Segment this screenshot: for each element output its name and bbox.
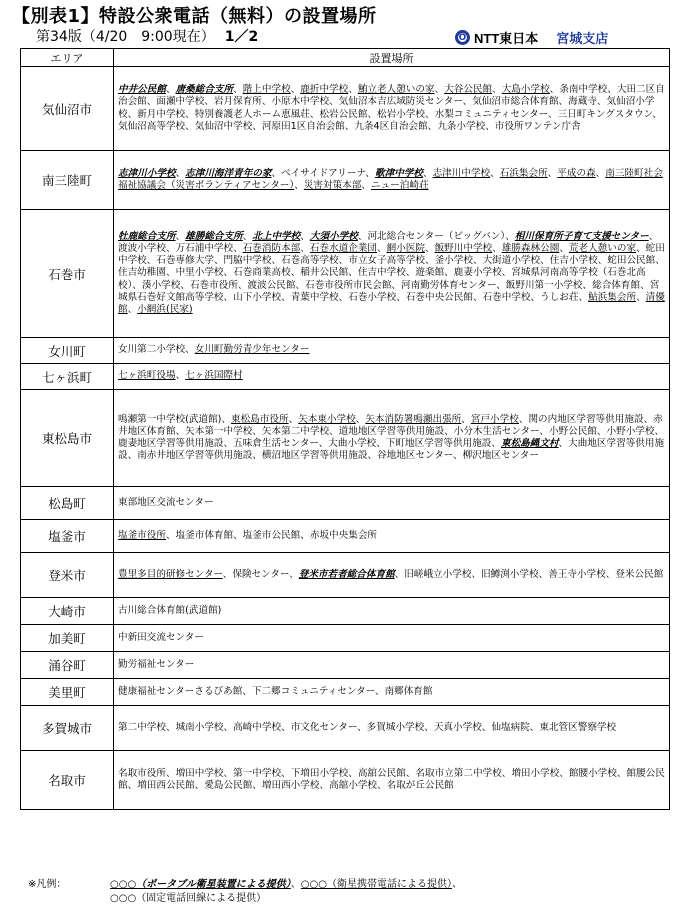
company-name: NTT東日本 xyxy=(474,31,539,46)
place-item: 相川保育所子育て支援センター xyxy=(514,230,649,242)
place-item: 石巻中央公民館 xyxy=(405,291,473,303)
place-item: 小分木生活センター xyxy=(453,425,540,437)
place-item: 女川第二小学校 xyxy=(118,344,186,356)
legend-label: ※凡例： xyxy=(28,879,67,890)
place-item: 石巻中学校 xyxy=(482,291,531,303)
place-item: ニュー泊崎荘 xyxy=(370,180,429,191)
place-column-header: 設置場所 xyxy=(114,49,670,67)
places-cell: 七ヶ浜町役場、七ヶ浜国際村 xyxy=(114,364,670,390)
place-item: 大街道小学校 xyxy=(482,255,541,267)
table-row xyxy=(21,553,670,598)
place-item: 館腰公民館 xyxy=(118,767,665,791)
place-item: 高舘小学校 xyxy=(329,780,378,791)
place-item: 石巻市役所 xyxy=(189,279,238,291)
place-item: 特別養護老人ホーム恵風荘 xyxy=(194,108,310,120)
table-row xyxy=(21,598,670,625)
place-item: 河北総合センター（ビッグバン） xyxy=(367,230,506,242)
place-item: 矢本東小学校 xyxy=(298,413,356,425)
place-item: 石巻小学校 xyxy=(348,291,397,303)
place-item: 南郷体育館 xyxy=(384,685,433,697)
place-item: 鮪立老人憩いの家 xyxy=(357,84,435,96)
places-cell: 名取市役所、増田中学校、第一中学校、下増田小学校、高舘公民館、名取市立第二中学校、増田小学校、館腰小学校、館腰公民館、増田西公民館、愛島公民館、増田西小学校、高舘小学校、名取が丘公民館 xyxy=(114,751,670,810)
branch-name: 宮城支店 xyxy=(556,32,609,47)
place-item: 中新田交流センター xyxy=(118,631,204,643)
legend xyxy=(28,878,462,906)
place-item: 名取市立第二中学校 xyxy=(415,767,502,779)
place-item: 天真小学校 xyxy=(433,721,482,733)
place-item: 高崎中学校 xyxy=(233,721,282,733)
place-item: 矢本第二中学校 xyxy=(261,425,330,437)
place-item: 総合体育館 xyxy=(592,279,641,291)
place-item: 大須小学校 xyxy=(309,230,358,242)
place-item: 七ヶ浜国際村 xyxy=(185,370,243,382)
place-item: 水梨コミュニティセンター xyxy=(434,108,548,120)
place-item: 鹿妻地区学習等供用施設 xyxy=(118,438,224,449)
place-item: 矢本消防署鳴瀬出張所 xyxy=(365,413,462,425)
places-cell: 鳴瀬第一中学校(武道館)、東松島市役所、矢本東小学校、矢本消防署鳴瀬出張所、宮戸小学校、関の内地区学習等供用施設、赤井地区体育館、矢本第一中学校、矢本第二中学校、道地地区学習等供用施設、小分木生活センター、小野公民館、小野小学校、鹿妻地区学習等供用施設、五味倉生活センター、大曲小学校、下町地区学習等供用施設、東松島縄文村、大曲地区学習等供用施設、南赤井地区学習等供用施設、横沼地区学習等供用施設、谷地地区センター、柳沢地区センター xyxy=(114,390,670,487)
places-cell xyxy=(114,625,670,652)
table-row xyxy=(21,520,670,553)
place-item: 塩釜市役所 xyxy=(118,529,166,541)
area-cell: 美里町 xyxy=(21,679,114,706)
place-item: 鮎浜集会所 xyxy=(588,291,637,303)
place-item: 階上中学校 xyxy=(242,84,291,96)
place-item: 遊楽館 xyxy=(415,267,445,279)
place-item: 唐桑総合支所 xyxy=(175,84,234,96)
place-item: 下増田小学校 xyxy=(290,767,349,779)
place-item: 七ヶ浜町役場 xyxy=(118,370,176,382)
legend-fixed: ○○○（固定電話回線による提供） xyxy=(110,893,267,904)
area-column-header: エリア xyxy=(21,49,114,67)
place-item: うしお荘 xyxy=(540,291,579,303)
place-item: 東松島市役所 xyxy=(231,413,289,425)
place-item: 市役所ワンテン庁舎 xyxy=(494,120,581,132)
places-cell: 塩釜市役所、塩釜市体育館、塩釜市公民館、赤坂中央集会所 xyxy=(114,520,670,553)
place-item: 歌津中学校 xyxy=(375,167,423,179)
place-item: 気仙沼中学校 xyxy=(194,120,253,132)
place-item: 増田中学校 xyxy=(175,767,224,779)
place-item: 鹿折中学校 xyxy=(300,84,349,96)
place-item: 宮戸小学校 xyxy=(470,413,519,425)
place-item: 河原田1区自治会館 xyxy=(261,120,345,132)
installation-table xyxy=(20,48,670,810)
place-item: 関の内地区学習等供用施設 xyxy=(528,413,644,425)
place-item: 赤井地区体育館 xyxy=(118,413,663,437)
places-cell: 志津川小学校、志津川海洋青年の家、ベイサイドアリーナ、歌津中学校、志津川中学校、石浜集会所、平成の森、南三陸町社会福祉協議会（災害ボランティアセンター）、災害対策本部、ニュー泊崎荘 xyxy=(114,151,670,210)
edition-info xyxy=(36,26,258,46)
place-item: 平成の森 xyxy=(557,167,596,179)
table-row xyxy=(21,364,670,390)
place-item: 気仙沼本吉広域防災センター xyxy=(338,96,463,108)
place-item: 豊里多目的研修センター xyxy=(118,568,223,580)
place-item: 面瀬中学校 xyxy=(156,96,205,108)
place-item: 石巻専修大学 xyxy=(156,255,214,267)
place-item: 清優館 xyxy=(118,291,665,315)
place-item: 釜小学校 xyxy=(434,255,473,267)
place-item: 多賀城小学校 xyxy=(366,721,425,733)
place-item: 志津川小学校 xyxy=(118,167,176,179)
place-item: 小野公民館 xyxy=(548,425,597,437)
table-row xyxy=(21,151,670,210)
place-item: 飯野川中学校 xyxy=(434,242,493,254)
place-item: 北上中学校 xyxy=(252,230,301,242)
place-item: 岩月保育所 xyxy=(213,96,262,108)
place-item: 小網浜(民家) xyxy=(137,304,193,315)
place-item: 門脇中学校 xyxy=(223,255,272,267)
place-item: 雄勝森林公園 xyxy=(501,242,560,254)
place-item: 稲井公民館 xyxy=(300,267,349,279)
place-item: 増田小学校 xyxy=(511,767,560,779)
places-cell: 健康福祉センターさるびあ館、下二郷コミュニティセンター、南郷体育館 xyxy=(114,679,670,706)
area-cell: 女川町 xyxy=(21,338,114,364)
legend-line-2 xyxy=(28,892,462,906)
place-item: 蛇田中学校 xyxy=(118,242,665,267)
place-item: 石巻消防本部 xyxy=(242,242,301,254)
place-item: 飯野川第一小学校 xyxy=(505,279,583,291)
places-cell: 女川第二小学校、女川町勤労青少年センター xyxy=(114,338,670,364)
place-item: 大曲地区学習等供用施設 xyxy=(118,438,665,462)
place-item: 第二中学校 xyxy=(118,721,166,733)
area-cell: 名取市 xyxy=(21,751,114,810)
table-row xyxy=(21,67,670,151)
place-item: 気仙沼市総合体育館 xyxy=(472,96,559,108)
area-cell: 松島町 xyxy=(21,487,114,520)
place-item: 大谷公民館 xyxy=(444,84,493,96)
places-cell xyxy=(114,652,670,679)
place-item: 下二郷コミュニティセンター xyxy=(251,685,375,697)
place-item: 東部地区交流センター xyxy=(118,496,214,508)
place-item: 山下小学校 xyxy=(233,291,282,303)
place-item: 牡鹿総合支所 xyxy=(118,230,176,242)
place-item: 河南勤労体育センター xyxy=(401,279,497,291)
place-item: 第一中学校 xyxy=(233,767,282,779)
legend-mobile: ○○○（衛星携帯電話による提供） xyxy=(300,879,452,890)
edition-date: 第34版（4/20 9:00現在） xyxy=(36,29,215,45)
legend-line-1: ※凡例： ○○○（ポータブル衛星装置による提供）、○○○（衛星携帯電話による提供）、 xyxy=(28,879,462,890)
place-item: 条南中学校 xyxy=(559,84,608,96)
place-item: 住吉小学校 xyxy=(549,255,598,267)
area-cell: 気仙沼市 xyxy=(21,67,114,151)
table-row xyxy=(21,652,670,679)
place-item: 石巻高等学校 xyxy=(281,255,339,267)
area-cell: 加美町 xyxy=(21,625,114,652)
place-item: 九条4区自治会館 xyxy=(354,120,428,132)
place-item: 青葉中学校 xyxy=(290,291,339,303)
place-item: 増田西公民館 xyxy=(137,780,195,791)
place-item: 横沼地区学習等供用施設 xyxy=(261,450,368,462)
place-item: 蛇田公民館 xyxy=(607,255,656,267)
place-item: 五味倉生活センター xyxy=(233,438,319,449)
area-cell: 大崎市 xyxy=(21,598,114,625)
place-item: 網小医院 xyxy=(386,242,425,254)
place-item: 塩釜市公民館 xyxy=(242,529,301,541)
place-item: 宮城県河南高等学校（石巻北高校） xyxy=(118,267,646,291)
table-row xyxy=(21,625,670,652)
table-row xyxy=(21,487,670,520)
place-item: 志津川海洋青年の家 xyxy=(185,167,272,179)
area-cell: 涌谷町 xyxy=(21,652,114,679)
area-cell: 七ヶ浜町 xyxy=(21,364,114,390)
area-cell: 石巻市 xyxy=(21,210,114,338)
place-item: 九条小学校 xyxy=(437,120,486,132)
place-item: 小野小学校 xyxy=(606,425,655,437)
page-title: 【別表1】特設公衆電話（無料）の設置場所 xyxy=(12,6,377,27)
place-item: 宮城県石巻好文館高等学校 xyxy=(118,279,660,303)
place-item: 谷地地区センター xyxy=(377,450,454,462)
place-item: 住吉幼稚園 xyxy=(118,267,166,279)
place-item: 東松島縄文村 xyxy=(500,438,559,449)
place-item: 中里小学校 xyxy=(175,267,224,279)
place-item: 高舘公民館 xyxy=(357,767,406,779)
place-item: 新月中学校 xyxy=(137,108,186,120)
area-cell: 登米市 xyxy=(21,553,114,598)
place-item: 名取が丘公民館 xyxy=(386,780,454,791)
place-item: 登米公民館 xyxy=(615,568,664,580)
places-cell xyxy=(114,598,670,625)
place-item: 鳴瀬第一中学校(武道館) xyxy=(118,413,222,425)
place-item: 市文化センター xyxy=(290,721,358,733)
place-item: 石巻商業高校 xyxy=(233,267,291,279)
place-item: 保険センター xyxy=(232,568,290,580)
place-item: 女川町勤労青少年センター xyxy=(194,344,310,356)
place-item: 下町地区学習等供用施設 xyxy=(385,438,492,449)
table-body xyxy=(21,67,670,810)
place-item: 荒老人憩いの家 xyxy=(568,242,637,254)
place-item: 南赤井地区学習等供用施設 xyxy=(137,450,253,462)
place-item: 古川総合体育館(武道館) xyxy=(118,604,222,616)
table-row xyxy=(21,338,670,364)
place-item: 万石浦中学校 xyxy=(175,242,234,254)
place-item: 勤労福祉センター xyxy=(118,658,195,670)
places-cell: 中井公民館、唐桑総合支所、階上中学校、鹿折中学校、鮪立老人憩いの家、大谷公民館、大島小学校、条南中学校、大田二区自治会館、面瀬中学校、岩月保育所、小原木中学校、気仙沼本吉広域防災センター、気仙沼市総合体育館、海蔵寺、気仙沼小学校、新月中学校、特別養護老人ホーム恵風荘、松岩公民館、松岩小学校、水梨コミュニティセンター、三日町キングスタウン、気仙沼高等学校、気仙沼中学校、河原田1区自治会館、九条4区自治会館、九条小学校、市役所ワンテン庁舎 xyxy=(114,67,670,151)
place-item: 志津川中学校 xyxy=(432,167,491,179)
place-item: 石巻市役所市民会館 xyxy=(305,279,392,291)
place-item: 増田西小学校 xyxy=(261,780,320,791)
place-item: 松岩小学校 xyxy=(377,108,425,120)
place-item: 東北管区警察学校 xyxy=(539,721,617,733)
place-item: 南三陸町社会福祉協議会（災害ボランティアセンター） xyxy=(118,167,663,191)
place-item: 雄勝総合支所 xyxy=(185,230,243,242)
place-item: 城南小学校 xyxy=(175,721,224,733)
place-item: 気仙沼小学校 xyxy=(118,96,655,120)
places-cell xyxy=(114,487,670,520)
place-item: 三日町キングスタウン xyxy=(557,108,653,120)
place-item: 旧鱒渕小学校 xyxy=(481,568,539,580)
place-item: 松岩公民館 xyxy=(319,108,368,120)
place-item: 市立女子高等学校 xyxy=(348,255,425,267)
table-row xyxy=(21,390,670,487)
table-row xyxy=(21,706,670,751)
area-cell: 南三陸町 xyxy=(21,151,114,210)
place-item: 柳沢地区センター xyxy=(462,450,539,462)
area-cell: 多賀城市 xyxy=(21,706,114,751)
table-row xyxy=(21,210,670,338)
place-item: 石浜集会所 xyxy=(499,167,548,179)
place-item: 石巻水道企業団 xyxy=(309,242,378,254)
place-item: ベイサイドアリーナ xyxy=(281,167,366,179)
area-cell: 東松島市 xyxy=(21,390,114,487)
area-cell: 塩釜市 xyxy=(21,520,114,553)
table-row xyxy=(21,679,670,706)
place-item: 名取市役所 xyxy=(118,767,166,779)
place-item: 海蔵寺 xyxy=(568,96,597,108)
place-item: 鹿妻小学校 xyxy=(453,267,502,279)
place-item: 大田二区自治会館 xyxy=(118,84,665,108)
place-item: 小原木中学校 xyxy=(271,96,330,108)
place-item: 愛島公民館 xyxy=(204,780,253,791)
table-header-row xyxy=(21,49,670,67)
place-item: 大島小学校 xyxy=(501,84,550,96)
place-item: 塩釜市体育館 xyxy=(175,529,234,541)
place-item: 旧嵯峨立小学校 xyxy=(404,568,472,580)
legend-satellite: ○○○（ポータブル衛星装置による提供） xyxy=(110,879,291,890)
place-item: 災害対策本部 xyxy=(303,180,362,191)
place-item: 登米市若者総合体育館 xyxy=(298,568,395,580)
ntt-logo-icon: O xyxy=(455,30,470,45)
ntt-logo xyxy=(455,28,608,47)
place-item: 渡波小学校 xyxy=(118,242,166,254)
place-item: 道地地区学習等供用施設 xyxy=(338,425,445,437)
place-item: 湊小学校 xyxy=(141,279,181,291)
place-item: 健康福祉センターさるびあ館 xyxy=(118,685,243,697)
place-item: 仙塩病院 xyxy=(491,721,530,733)
place-item: 大曲小学校 xyxy=(328,438,377,449)
places-cell: 第二中学校、城南小学校、高崎中学校、市文化センター、多賀城小学校、天真小学校、仙塩病院、東北管区警察学校 xyxy=(114,706,670,751)
places-cell: 豊里多目的研修センター、保険センター、登米市若者総合体育館、旧嵯峨立小学校、旧鱒渕小学校、善王寺小学校、登米公民館 xyxy=(114,553,670,598)
place-item: 中井公民館 xyxy=(118,84,166,96)
table-row xyxy=(21,751,670,810)
place-item: 善王寺小学校 xyxy=(548,568,606,580)
place-item: 気仙沼高等学校 xyxy=(118,120,186,132)
place-item: 矢本第一中学校 xyxy=(185,425,253,437)
places-cell: 牡鹿総合支所、雄勝総合支所、北上中学校、大須小学校、河北総合センター（ビッグバン）、相川保育所子育て支援センター、渡波小学校、万石浦中学校、石巻消防本部、石巻水道企業団、網小医院、飯野川中学校、雄勝森林公園、荒老人憩いの家、蛇田中学校、石巻専修大学、門脇中学校、石巻高等学校、市立女子高等学校、釜小学校、大街道小学校、住吉小学校、蛇田公民館、住吉幼稚園、中里小学校、石巻商業高校、稲井公民館、住吉中学校、遊楽館、鹿妻小学校、宮城県河南高等学校（石巻北高校）、湊小学校、石巻市役所、渡波公民館、石巻市役所市民会館、河南勤労体育センター、飯野川第一小学校、総合体育館、宮城県石巻好文館高等学校、山下小学校、青葉中学校、石巻小学校、石巻中央公民館、石巻中学校、うしお荘、鮎浜集会所、清優館、小網浜(民家) xyxy=(114,210,670,338)
place-item: 渡波公民館 xyxy=(247,279,296,291)
place-item: 赤坂中央集会所 xyxy=(309,529,378,541)
page-number: 1／2 xyxy=(224,29,259,45)
place-item: 館腰小学校 xyxy=(568,767,617,779)
place-item: 住吉中学校 xyxy=(357,267,406,279)
